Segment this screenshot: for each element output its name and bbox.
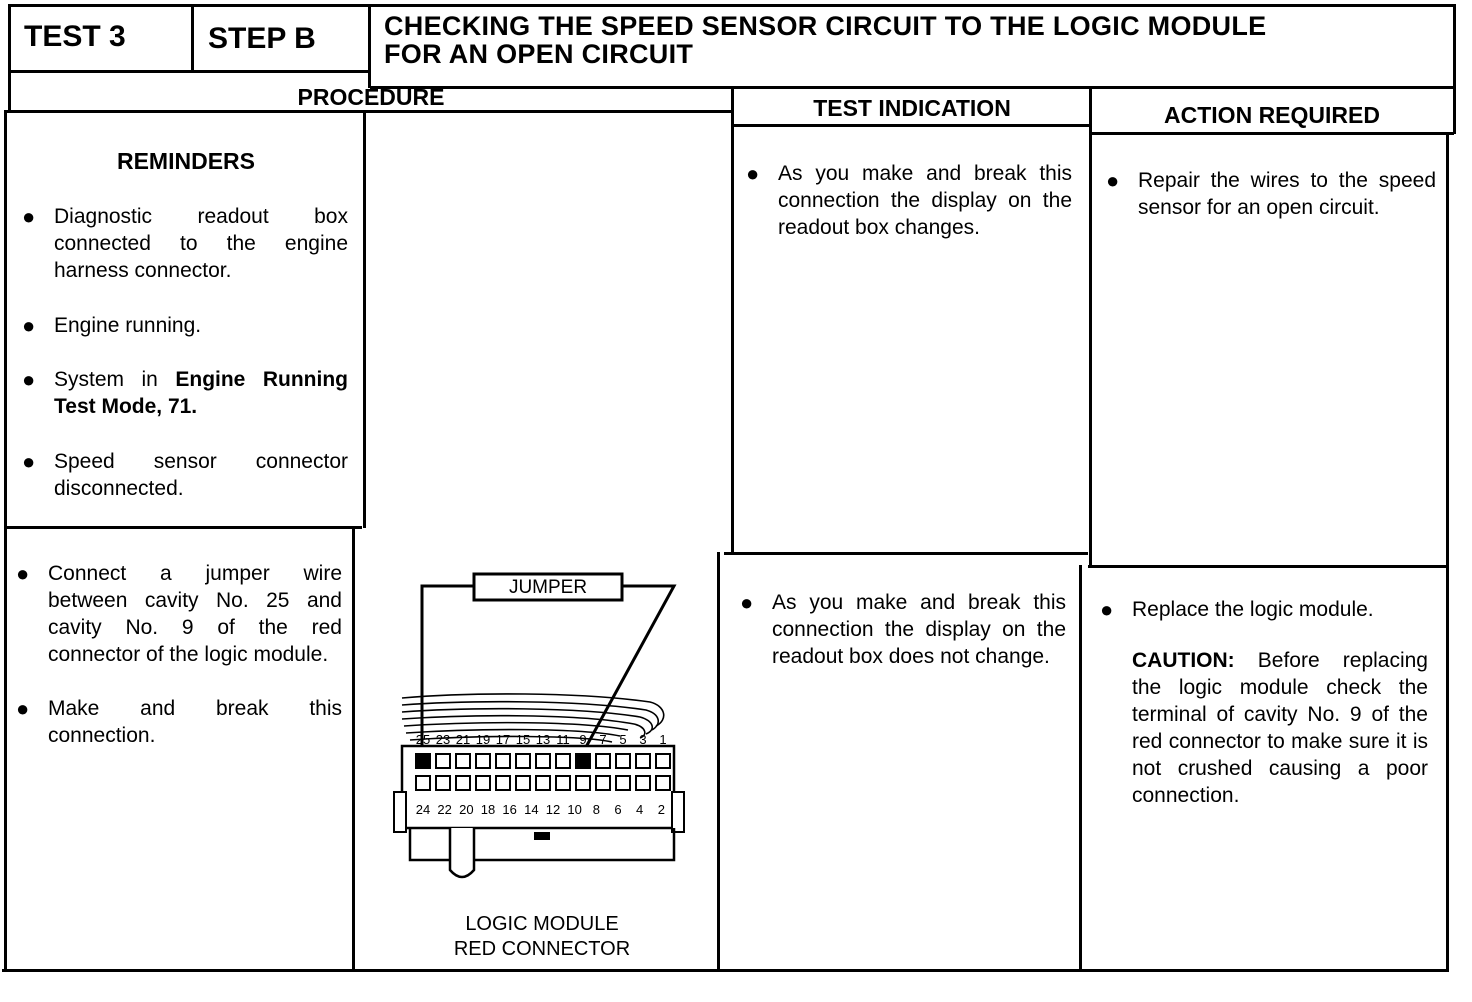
connector-cavity <box>596 754 610 768</box>
bullet-icon: ● <box>22 313 36 338</box>
indication-action-divider-lower <box>1079 565 1082 972</box>
pin-number: 8 <box>592 802 600 817</box>
column-header-test-indication: TEST INDICATION <box>813 95 1011 121</box>
test-step-divider <box>191 4 194 72</box>
pin-number: 1 <box>659 732 667 747</box>
connector-cavity <box>436 754 450 768</box>
action-item: ● Repair the wires to the speed sensor for an open circuit. <box>1106 168 1436 219</box>
pin-number: 5 <box>619 732 627 747</box>
bullet-icon: ● <box>22 449 36 474</box>
action-item: ● Replace the logic module. <box>1100 597 1374 622</box>
step-label: STEP B <box>208 22 316 55</box>
procedure-step: ● Connect a jumper wire between cavity No. 25 and cavity No. 9 of the red connector of the logic module. <box>16 561 342 666</box>
connector-cavity <box>636 776 650 790</box>
connector-cavity <box>496 754 510 768</box>
pin-number: 15 <box>515 732 531 747</box>
pin-number: 12 <box>545 802 561 817</box>
caution-note <box>1100 647 1428 809</box>
page-title <box>384 12 1266 68</box>
connector-cavity <box>516 754 530 768</box>
pin-number: 3 <box>639 732 647 747</box>
connector-cavity <box>496 776 510 790</box>
bullet-icon: ● <box>740 590 754 615</box>
column-header-procedure: PROCEDURE <box>297 84 445 110</box>
row2-action-required <box>1100 596 1428 809</box>
caution-text: Before replacing the logic module check the terminal of cavity No. 9 of the red connector to make sure it is not crushed causing a poor connection. <box>1132 649 1428 807</box>
procedure-indication-divider-upper <box>731 86 734 552</box>
connector-cavity <box>616 776 630 790</box>
pin-number: 19 <box>475 732 491 747</box>
row2-test-indication <box>740 589 1066 670</box>
connector-cavity <box>536 776 550 790</box>
connector-cavity <box>636 754 650 768</box>
connector-cavity-jumpered <box>576 754 590 768</box>
pin-number: 22 <box>437 802 452 817</box>
diagram-caption <box>364 912 720 962</box>
reminder-item: ● Speed sensor connector disconnected. <box>22 449 348 500</box>
pin-number: 16 <box>502 802 517 817</box>
pin-number: 18 <box>480 802 496 817</box>
connector-left-tab <box>394 792 406 832</box>
reminders-list <box>22 203 348 502</box>
connector-cavity <box>556 754 570 768</box>
reminders-bottom <box>4 526 362 529</box>
indication-item: ● As you make and break this connection the display on the readout box changes. <box>746 161 1072 239</box>
pin-number: 21 <box>455 732 471 747</box>
pin-number: 14 <box>524 802 539 817</box>
indication-item: ● As you make and break this connection the display on the readout box does not change. <box>740 590 1066 668</box>
connector-cavity <box>556 776 570 790</box>
connector-right-tab <box>672 792 684 832</box>
bullet-icon: ● <box>16 696 30 721</box>
pin-number: 13 <box>535 732 551 747</box>
header-divider-left <box>8 70 370 73</box>
bullet-icon: ● <box>22 367 36 392</box>
indication-header-bottom <box>734 124 1092 127</box>
row1-indication-bottom <box>724 552 1088 555</box>
bullet-icon: ● <box>22 204 36 229</box>
caution-label: CAUTION: <box>1132 649 1235 672</box>
bottom-border <box>2 969 1448 972</box>
connector-cavity-jumpered <box>416 754 430 768</box>
connector-cavity <box>516 776 530 790</box>
page-title-line2: FOR AN OPEN CIRCUIT <box>384 39 694 69</box>
connector-cavity <box>456 776 470 790</box>
test-number: TEST 3 <box>24 20 126 53</box>
reminder-item: ● Diagnostic readout box connected to the engine harness connector. <box>22 204 348 282</box>
connector-key <box>534 832 550 840</box>
pin-number: 10 <box>567 802 582 817</box>
bullet-icon: ● <box>1106 168 1120 193</box>
pin-number: 7 <box>599 732 607 747</box>
pin-number: 20 <box>459 802 474 817</box>
column-header-action-required: ACTION REQUIRED <box>1164 102 1380 128</box>
connector-cavity <box>616 754 630 768</box>
right-border-top <box>1453 4 1456 134</box>
row1-test-indication <box>746 160 1072 241</box>
procedure-indication-divider-lower <box>717 552 720 972</box>
connector-cavity <box>436 776 450 790</box>
reminder-item: ● Engine running. <box>22 313 202 338</box>
left-border <box>4 110 7 972</box>
connector-cavity <box>656 776 670 790</box>
reminder-item: ● System in Engine Running Test Mode, 71. <box>22 367 348 418</box>
connector-cavity <box>476 754 490 768</box>
pin-number: 24 <box>415 802 431 817</box>
pin-number: 25 <box>415 732 431 747</box>
procedure-steps <box>16 560 342 749</box>
connector-cavity <box>656 754 670 768</box>
bullet-icon: ● <box>1100 597 1114 622</box>
jumper-label: JUMPER <box>508 577 588 598</box>
caption-line2: RED CONNECTOR <box>453 938 631 960</box>
connector-cavity <box>456 754 470 768</box>
reminders-title: REMINDERS <box>116 148 255 174</box>
pin-number: 2 <box>657 802 665 817</box>
connector-cavity <box>596 776 610 790</box>
pin-number: 6 <box>614 802 622 817</box>
row1-action-bottom <box>1088 565 1448 568</box>
step-title-divider <box>368 4 371 88</box>
pin-number: 11 <box>556 732 570 747</box>
action-header-bottom <box>1092 132 1454 135</box>
connector-cavity <box>536 754 550 768</box>
connector-latch <box>450 828 474 877</box>
bullet-icon: ● <box>746 161 760 186</box>
connector-cavity <box>476 776 490 790</box>
pin-number: 9 <box>579 732 587 747</box>
pin-number: 23 <box>435 732 451 747</box>
bullet-icon: ● <box>16 561 30 586</box>
page-title-line1: CHECKING THE SPEED SENSOR CIRCUIT TO THE LOGIC MODULE <box>384 11 1267 41</box>
row1-action-required <box>1106 167 1436 221</box>
caption-line1: LOGIC MODULE <box>465 913 619 935</box>
pin-number: 4 <box>636 802 644 817</box>
indication-action-divider-upper <box>1089 86 1092 566</box>
procedure-inner-divider-lower <box>352 526 355 972</box>
connector-cavity <box>576 776 590 790</box>
right-border <box>1446 132 1449 972</box>
pin-number: 17 <box>495 732 511 747</box>
logic-module-connector-diagram <box>380 560 700 890</box>
top-border <box>8 4 1456 7</box>
connector-cavity <box>416 776 430 790</box>
procedure-step: ● Make and break this connection. <box>16 696 342 747</box>
